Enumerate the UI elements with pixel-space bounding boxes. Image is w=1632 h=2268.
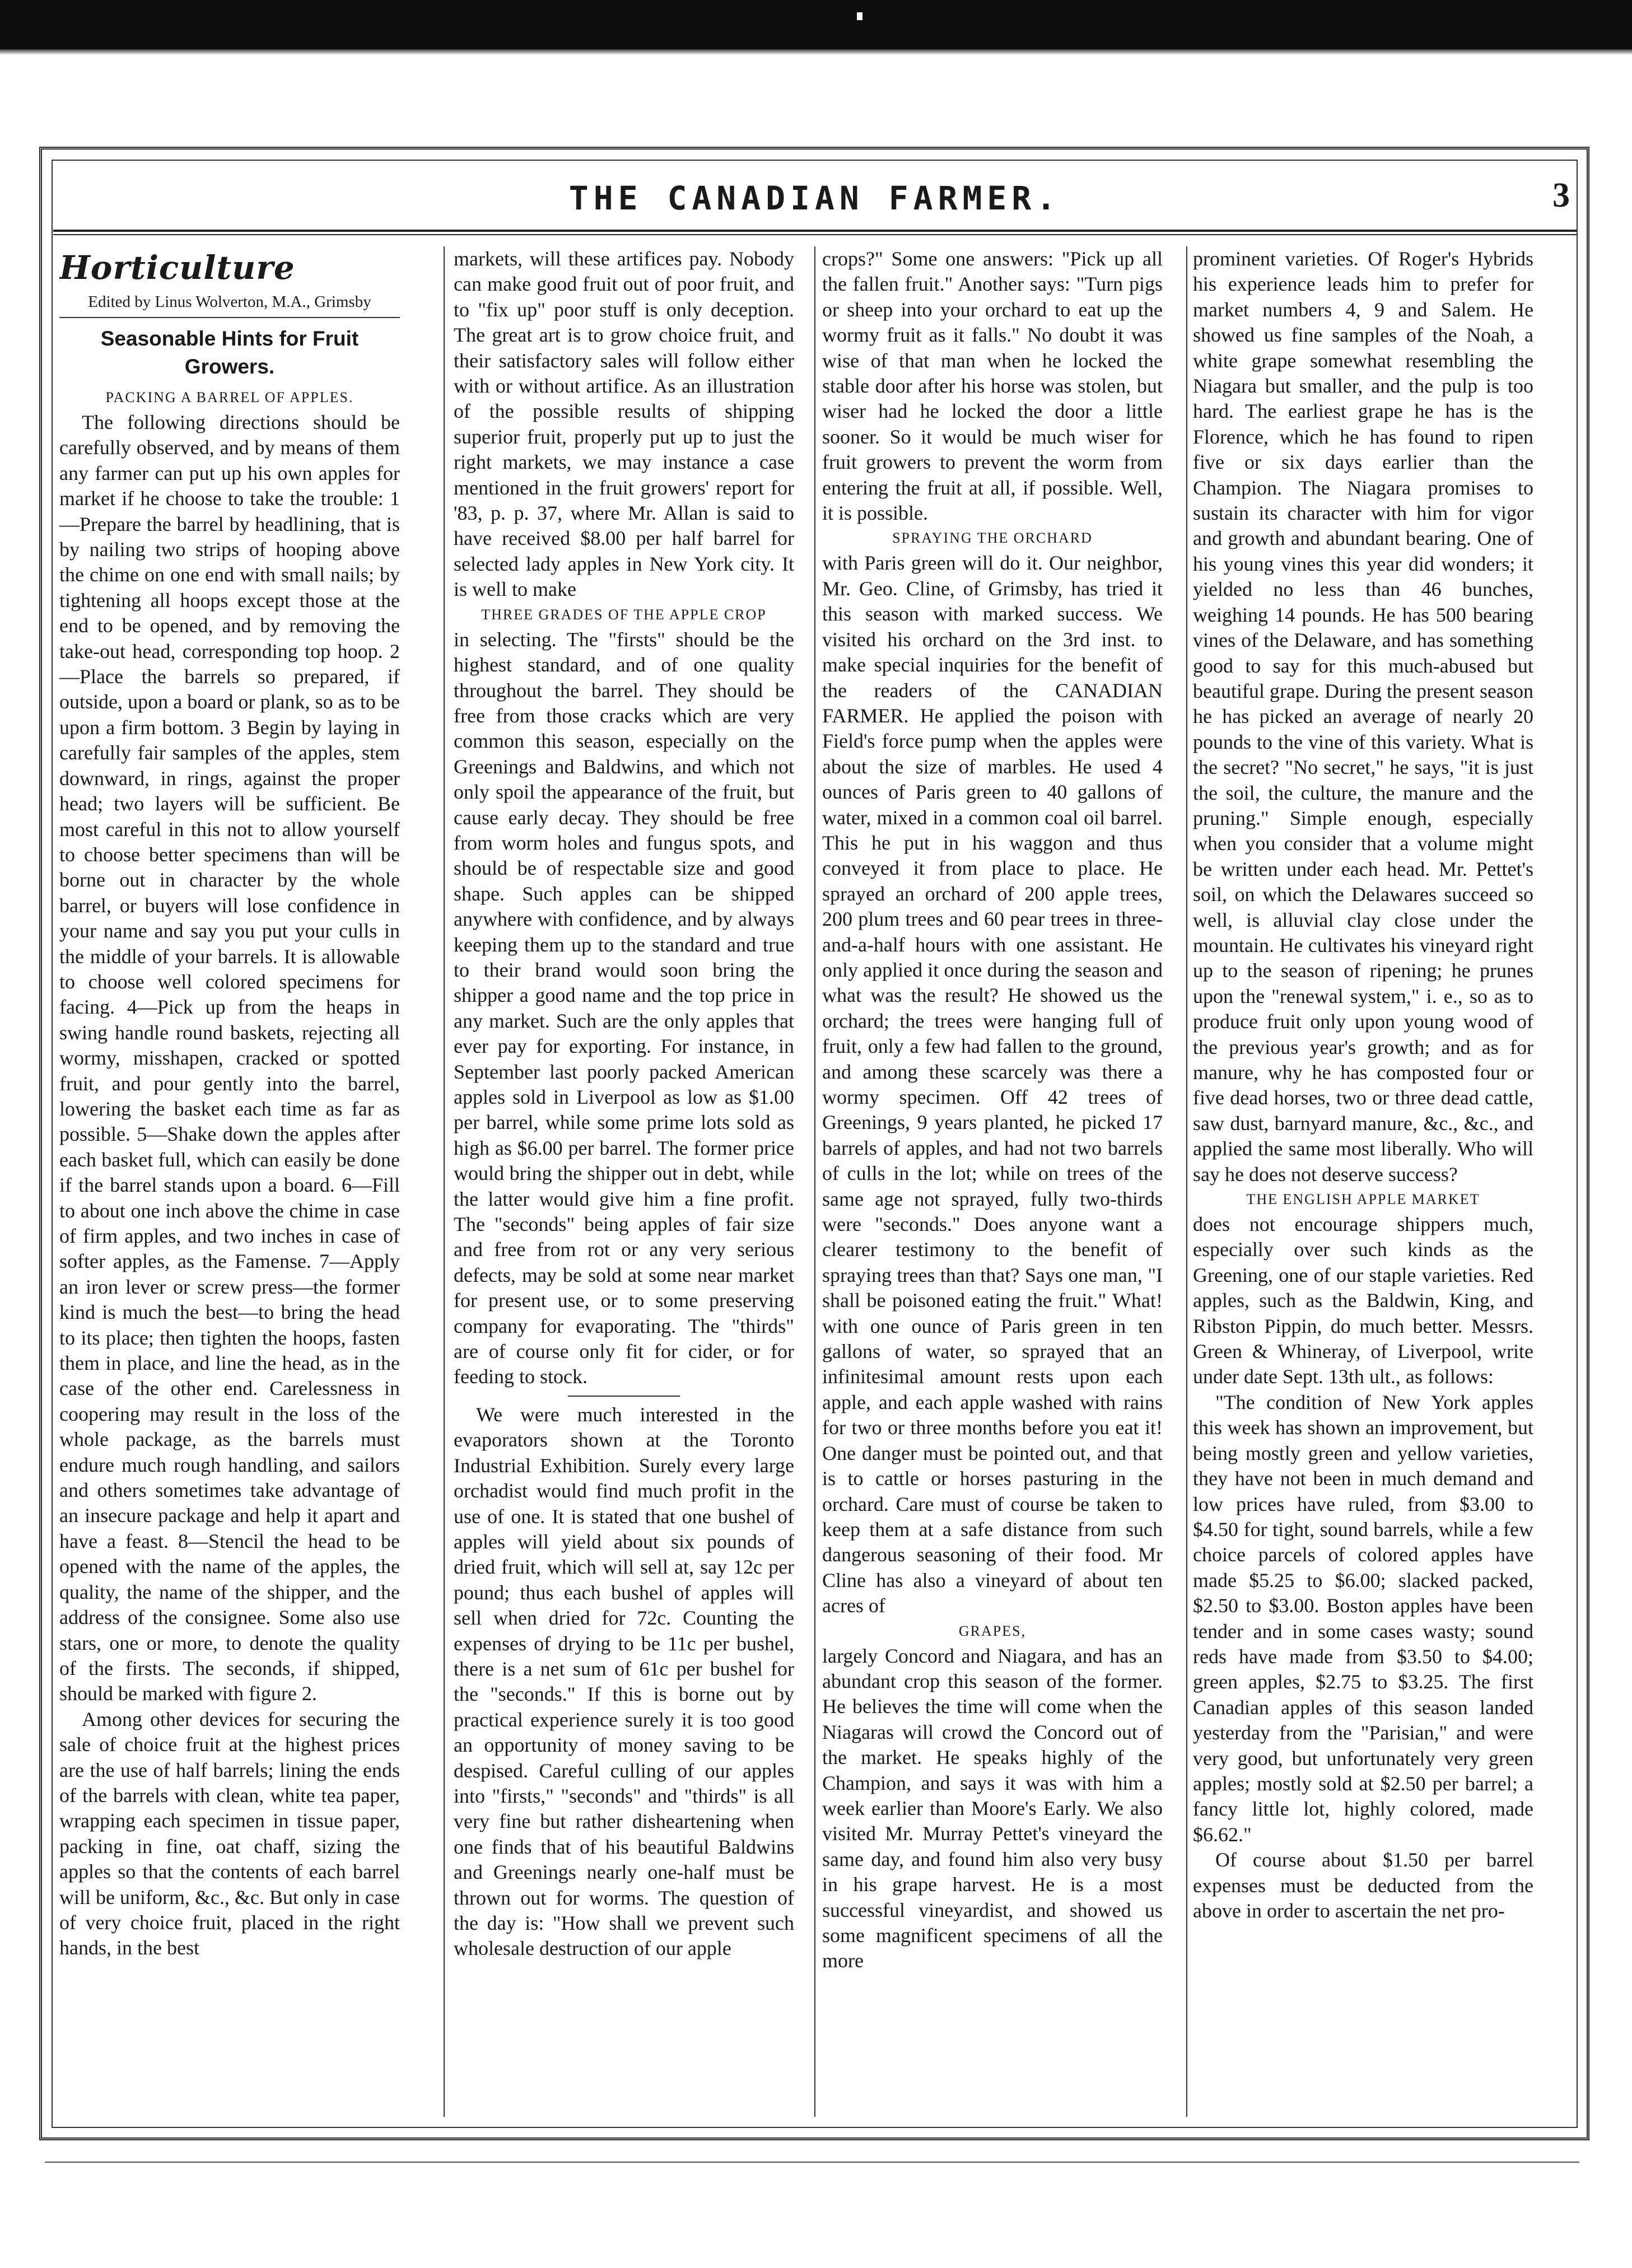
paragraph: markets, will these artifices pay. Nobody can make good fruit out of poor fruit, and to "fix up" poor stuff is only deception. The great art is to grow choice fruit, and their satisfactory sales will follow either with or without artifice. As an illustration of the possible results of shipping superior fruit, properly put up to just the right markets, we may instance a case mentioned in the fruit growers' report for '83, p. p. 37, where Mr. Allan is said to have received $8.00 per half barrel for selected lady apples in New York city. It is well to make xyxy=(454,248,794,601)
newspaper-title: THE CANADIAN FARMER. xyxy=(568,179,1061,217)
subheading: SPRAYING THE ORCHARD xyxy=(892,530,1093,547)
masthead-rule xyxy=(53,230,1577,235)
separator-rule xyxy=(568,1396,680,1397)
subheading: PACKING A BARREL OF APPLES. xyxy=(105,389,354,405)
scan-top-band xyxy=(0,0,1632,49)
column-1 xyxy=(59,246,400,2114)
article-title: Seasonable Hints for Fruit Growers. xyxy=(100,327,359,378)
paragraph: The following directions should be carefully observed, and by means of them any farmer can put up his own apples for market if he choose to take the trouble: 1—Prepare the barrel by headlining, that is by nailing two strips of hooping above the chime on one end with small nails; by tightening all hoops except those at the end to be opened, and by removing the take-out head, corresponding top hoop. 2—Place the barrels so prepared, if outside, upon a board or plank, so as to be upon a firm bottom. 3 Begin by laying in carefully fair samples of the apples, stem downward, in rings, against the proper head; two layers will be sufficient. Be most careful in this not to allow yourself to choose better specimens than will be borne out in character by the whole barrel, or buyers will lose confidence in your name and say you put your culls in the middle of your barrels. It is allowable to choose well colored specimens for facing. 4—Pick up from the heaps in swing handle round baskets, rejecting all wormy, misshapen, cracked or spotted fruit, and pour gently into the barrel, lowering the basket each time as far as possible. 5—Shake down the apples after each basket full, which can easily be done if the barrel stands upon a board. 6—Fill to about one inch above the chime in case of firm apples, and two inches in case of softer apples, as the Famense. 7—Apply an iron lever or screw press—the former kind is much the best—to bring the head to its place; then tighten the hoops, fasten them in place, and line the head, as in the case of the other end. Carelessness in coopering may result in the loss of the whole package, as the barrels must endure much rough handling, and sailors and others sometimes take advantage of an insecure package and help it apart and have a feast. 8—Stencil the head to be opened with the name of the apples, the quality, the name of the shipper, and the address of the consignee. Some also use stars, one or more, to denote the quality of the firsts. The seconds, if shipped, should be marked with figure 2. xyxy=(59,411,400,1705)
column-rule xyxy=(814,246,815,2117)
section-title: Horticulture xyxy=(59,249,295,287)
page-number: 3 xyxy=(1552,176,1570,214)
column-2 xyxy=(454,246,794,2114)
subheading: THE ENGLISH APPLE MARKET xyxy=(1246,1191,1480,1208)
paragraph: crops?" Some one answers: "Pick up all the fallen fruit." Another says: "Turn pigs or sheep into your orchard to eat up the wormy fruit as it falls." No doubt it was wise of that man when he locked the stable door after his horse was stolen, but wiser had he locked the door a little sooner. So it would be much wiser for fruit growers to prevent the worm from entering the fruit at all, if possible. Well, it is possible. xyxy=(822,248,1163,525)
paragraph: largely Concord and Niagara, and has an abundant crop this season of the former. He believes the time will come when the Niagaras will crowd the Concord out of the market. He speaks highly of the Champion, and says it was with him a week earlier than Moore's Early. We also visited Mr. Murray Pettet's vineyard the same day, and found him also very busy in his grape harvest. He is a most successful vineyardist, and showed us some magnificent specimens of all the more xyxy=(822,1644,1163,1972)
paragraph: in selecting. The "firsts" should be the highest standard, and of one quality throughout the barrel. They should be free from those cracks which are very common this season, especially on the Greenings and Baldwins, and which not only spoil the appearance of the fruit, but cause early decay. They should be free from worm holes and fungus spots, and should be of respectable size and good shape. Such apples can be shipped anywhere with confidence, and by always keeping them up to the standard and true to their brand would soon bring the shipper a good name and the top price in any market. Such are the only apples that ever pay for exporting. For instance, in September last poorly packed American apples sold in Liverpool as low as $1.00 per barrel, while some prime lots sold as high as $6.00 per barrel. The former price would bring the shipper out in debt, while the latter would give him a fine profit. The "seconds" being apples of fair size and free from rot or any very serious defects, may be sold at some near market for present use, or to some preserving company for evaporating. The "thirds" are of course only fit for cider, or for feeding to stock. xyxy=(454,628,794,1388)
paragraph: Of course about $1.50 per barrel expenses must be deducted from the above in order to ascertain the net pro- xyxy=(1193,1849,1533,1922)
column-rule xyxy=(444,246,445,2117)
column-4 xyxy=(1193,246,1533,2114)
paragraph: does not encourage shippers much, especially over such kinds as the Greening, one of our staple varieties. Red apples, such as the Baldwin, King, and Ribston Pippin, do much better. Messrs. Green & Whineray, of Liverpool, write under date Sept. 13th ult., as follows: xyxy=(1193,1213,1533,1388)
paragraph: prominent varieties. Of Roger's Hybrids his experience leads him to prefer for market numbers 4, 9 and Salem. He showed us fine samples of the Noah, a white grape somewhat resembling the Niagara but smaller, and the pulp is too hard. The earliest grape he has is the Florence, which he has found to ripen five or six days earlier than the Champion. The Niagara promises to sustain its character with him for vigor and growth and abundant bearing. One of his young vines this year did wonders; it yielded no less than 46 bunches, weighing 14 pounds. He has 500 bearing vines of the Delaware, and has something good to say for this much-abused but beautiful grape. During the present season he has picked an average of nearly 20 pounds to the vine of this variety. What is the secret? "No secret," he says, "it is just the soil, the culture, the manure and the pruning." Simple enough, especially when you consider that a volume might be written under each head. Mr. Pettet's soil, on which the Delawares succeed so well, is alluvial clay close under the mountain. He cultivates his vineyard right up to the season of ripening; he prunes upon the "renewal system," i. e., so as to produce fruit only upon young wood of the previous year's growth; and as for manure, why he has composted four or five dead horses, two or three dead cattle, saw dust, barnyard manure, &c., &c., and applied the same most liberally. Who will say he does not deserve success? xyxy=(1193,248,1533,1186)
bottom-scan-edge xyxy=(45,2162,1579,2163)
masthead xyxy=(53,178,1577,228)
subheading: THREE GRADES OF THE APPLE CROP xyxy=(481,606,767,623)
column-3 xyxy=(822,246,1163,2114)
paragraph: We were much interested in the evaporators shown at the Toronto Industrial Exhibition. Surely every large orchadist would find much profit in the use of one. It is stated that one bushel of apples will yield about six pounds of dried fruit, which will sell at, say 12c per pound; thus each bushel of apples will sell when dried for 72c. Counting the expenses of drying to be 11c per bushel, there is a net sum of 61c per bushel for the "seconds." If this is borne out by practical experience surely it is too good an opportunity of money saving to be despised. Careful culling of our apples into "firsts," "seconds" and "thirds" is all very fine but rather disheartening when one finds that of his beautiful Baldwins and Greenings nearly one-half must be thrown out for worms. The question of the day is: "How shall we prevent such wholesale destruction of our apple xyxy=(454,1403,794,1960)
paragraph: with Paris green will do it. Our neighbor, Mr. Geo. Cline, of Grimsby, has tried it this season with marked success. We visited his orchard on the 3rd inst. to make special inquiries for the benefit of the readers of the CANADIAN FARMER. He applied the poison with Field's force pump when the apples were about the size of marbles. He used 4 ounces of Paris green to 40 gallons of water, mixed in a common coal oil barrel. This he put in his waggon and thus conveyed it from place to place. He sprayed an orchard of 200 apple trees, 200 plum trees and 60 pear trees in three-and-a-half hours with one assistant. He only applied it once during the season and what was the result? He showed us the orchard; the trees were hanging full of fruit, only a few had fallen to the ground, and among these scarcely was there a wormy specimen. Off 42 trees of Greenings, 9 years planted, he picked 17 barrels of apples, and had not two barrels of culls in the lot; while on trees of the same age not sprayed, fully two-thirds were "seconds." Does anyone want a clearer testimony to the benefit of spraying trees than that? Says one man, "I shall be poisoned eating the fruit." What! with one ounce of Paris green in ten gallons of water, so sprayed that an infinitesimal amount rests upon each apple, and each apple washed with rains for two or three months before you eat it! One danger must be pointed out, and that is to cattle or horses pasturing in the orchard. Care must of course be taken to keep them at a safe distance from such dangerous seasoning of their food. Mr Cline has also a vineyard of about ten acres of xyxy=(822,552,1163,1617)
subheading: GRAPES, xyxy=(958,1622,1027,1639)
scan-speck xyxy=(857,12,862,20)
column-rule xyxy=(1186,246,1187,2117)
paragraph: Among other devices for securing the sale of choice fruit at the highest prices are the use of half barrels; lining the ends of the barrels with clean, white tea paper, wrapping each specimen in tissue paper, packing in fine, oat chaff, sizing the apples so that the contents of each barrel will be uniform, &c., &c. But only in case of very choice fruit, placed in the right hands, in the best xyxy=(59,1707,400,1959)
editor-line: Edited by Linus Wolverton, M.A., Grimsby xyxy=(59,291,400,318)
paragraph: "The condition of New York apples this week has shown an improvement, but being mostly green and yellow varieties, they have not been in much demand and low prices have ruled, from $3.00 to $4.50 for tight, sound barrels, while a few choice parcels of colored apples have made $5.25 to $6.00; slacked packed, $2.50 to $3.00. Boston apples have been tender and in some cases wasty; sound reds have made from $3.50 to $4.00; green apples, $2.75 to $3.25. The first Canadian apples of this season landed yesterday from the "Parisian," and were very good, but unfortunately very green apples; mostly sold at $2.50 per barrel; a fancy little lot, highly colored, made $6.62." xyxy=(1193,1390,1533,1846)
